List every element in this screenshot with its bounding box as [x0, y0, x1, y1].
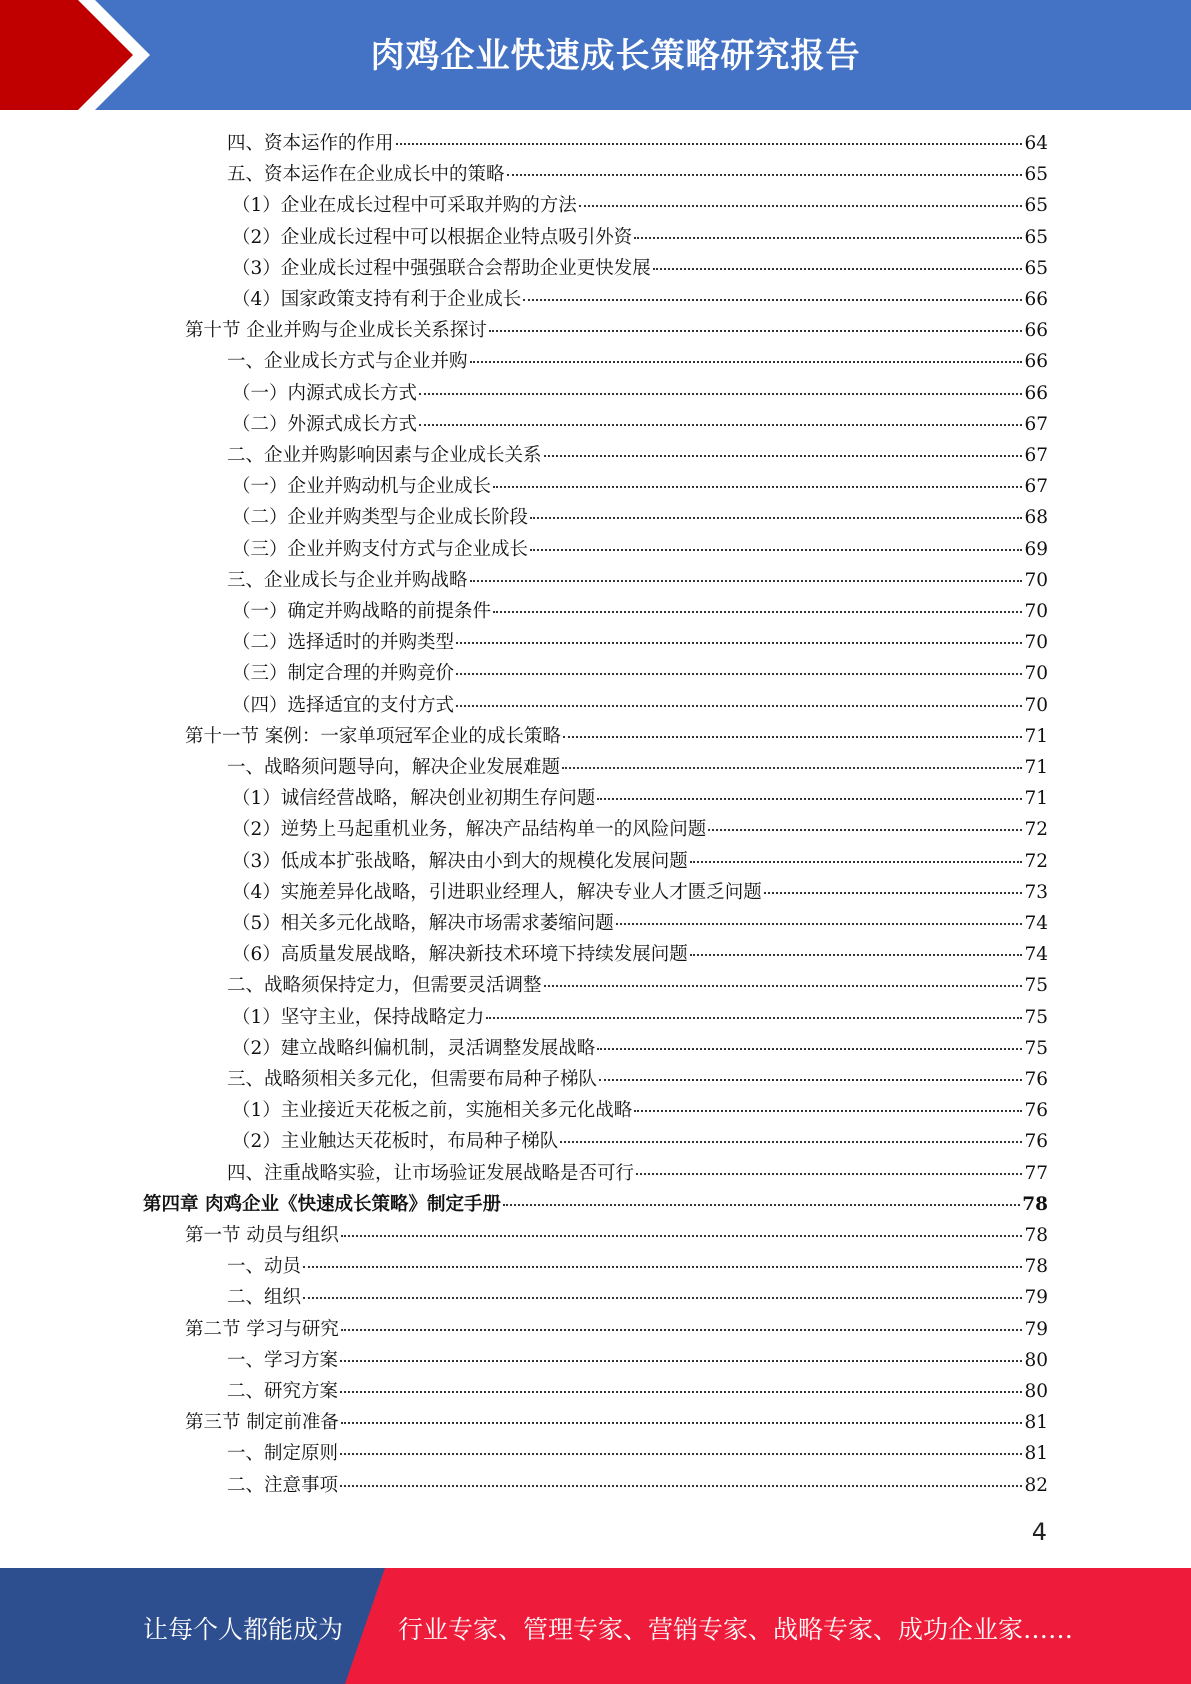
toc-entry-label: （一）企业并购动机与企业成长: [232, 476, 492, 498]
toc-dot-leader: [340, 1360, 1022, 1362]
toc-entry-label: 五、资本运作在企业成长中的策略: [227, 164, 505, 186]
toc-entry[interactable]: [185, 1220, 1048, 1251]
toc-entry[interactable]: [227, 128, 1048, 159]
toc-entry[interactable]: [232, 939, 1048, 970]
toc-dot-leader: [563, 736, 1023, 738]
toc-entry-page: 75: [1024, 1037, 1048, 1059]
toc-entry[interactable]: [227, 1470, 1048, 1501]
toc-entry[interactable]: [232, 534, 1048, 565]
toc-entry-page: 65: [1024, 195, 1048, 217]
toc-entry[interactable]: [227, 1438, 1048, 1469]
toc-entry-page: 70: [1024, 694, 1048, 716]
toc-entry[interactable]: [232, 690, 1048, 721]
toc-dot-leader: [764, 892, 1023, 894]
toc-entry[interactable]: [232, 409, 1048, 440]
toc-entry-page: 67: [1024, 476, 1048, 498]
toc-entry-label: 第四章 肉鸡企业《快速成长策略》制定手册: [143, 1193, 501, 1215]
toc-dot-leader: [523, 299, 1022, 301]
toc-dot-leader: [340, 1485, 1022, 1487]
toc-entry-page: 66: [1024, 320, 1048, 342]
toc-entry[interactable]: [185, 721, 1048, 752]
toc-dot-leader: [456, 673, 1022, 675]
toc-dot-leader: [419, 393, 1022, 395]
toc-entry[interactable]: [232, 908, 1048, 939]
toc-entry-page: 64: [1024, 133, 1048, 154]
toc-entry-label: 四、注重战略实验，让市场验证发展战略是否可行: [227, 1162, 635, 1184]
toc-entry[interactable]: [232, 284, 1048, 315]
toc-entry[interactable]: [232, 658, 1048, 689]
toc-entry-label: 二、组织: [227, 1287, 302, 1309]
toc-entry-page: 67: [1024, 445, 1048, 466]
toc-entry-label: （5）相关多元化战略，解决市场需求萎缩问题: [232, 913, 614, 934]
toc-entry[interactable]: [232, 846, 1048, 877]
toc-entry-label: 一、战略须问题导向，解决企业发展难题: [227, 757, 561, 778]
toc-dot-leader: [690, 861, 1023, 863]
toc-entry-page: 72: [1024, 850, 1048, 872]
toc-dot-leader: [419, 424, 1022, 426]
toc-entry[interactable]: [232, 378, 1048, 409]
toc-entry-label: 二、战略须保持定力，但需要灵活调整: [227, 975, 542, 997]
toc-dot-leader: [303, 1266, 1022, 1268]
toc-entry-label: （4）国家政策支持有利于企业成长: [232, 289, 522, 310]
toc-entry-page: 70: [1024, 632, 1048, 654]
toc-entry-page: 78: [1024, 1256, 1048, 1278]
toc-entry[interactable]: [227, 346, 1048, 377]
toc-entry-page: 76: [1024, 1131, 1048, 1153]
toc-entry-label: 二、研究方案: [227, 1381, 339, 1402]
toc-dot-leader: [544, 985, 1023, 987]
toc-entry-label: （3）低成本扩张战略，解决由小到大的规模化发展问题: [232, 850, 688, 872]
toc-dot-leader: [456, 642, 1022, 644]
footer-slogan-left: 让每个人都能成为: [143, 1615, 344, 1644]
toc-entry[interactable]: [227, 1282, 1048, 1313]
toc-entry[interactable]: [232, 1002, 1048, 1033]
toc-entry-page: 76: [1024, 1069, 1048, 1090]
toc-entry-page: 79: [1024, 1287, 1048, 1309]
footer-slogan-right: 行业专家、管理专家、营销专家、战略专家、成功企业家……: [398, 1615, 1074, 1644]
toc-entry-label: 二、注意事项: [227, 1474, 339, 1496]
toc-entry-page: 80: [1024, 1349, 1048, 1371]
toc-dot-leader: [560, 1141, 1022, 1143]
toc-entry[interactable]: [232, 502, 1048, 533]
toc-entry-label: （6）高质量发展战略，解决新技术环境下持续发展问题: [232, 944, 688, 966]
toc-dot-leader: [493, 611, 1022, 613]
toc-entry[interactable]: [232, 1095, 1048, 1126]
toc-entry-page: 75: [1024, 975, 1048, 997]
toc-entry[interactable]: [232, 1126, 1048, 1157]
toc-entry-label: （2）建立战略纠偏机制，灵活调整发展战略: [232, 1037, 596, 1059]
toc-dot-leader: [634, 1110, 1022, 1112]
toc-entry-label: （一）确定并购战略的前提条件: [232, 601, 492, 622]
toc-entry-label: （二）企业并购类型与企业成长阶段: [232, 507, 529, 529]
toc-entry-page: 66: [1024, 289, 1048, 310]
toc-entry-page: 66: [1024, 351, 1048, 373]
toc-entry-label: （三）制定合理的并购竞价: [232, 663, 455, 685]
toc-entry[interactable]: [143, 1189, 1048, 1220]
toc-entry-page: 70: [1024, 569, 1048, 591]
toc-dot-leader: [456, 705, 1022, 707]
page-number: 4: [1031, 1518, 1047, 1546]
toc-entry[interactable]: [227, 565, 1048, 596]
toc-entry-label: 二、企业并购影响因素与企业成长关系: [227, 445, 542, 466]
toc-dot-leader: [503, 1204, 1020, 1206]
toc-entry-label: （二）外源式成长方式: [232, 413, 418, 435]
toc-dot-leader: [690, 954, 1023, 956]
toc-dot-leader: [579, 205, 1023, 207]
toc-dot-leader: [708, 829, 1022, 831]
toc-entry-label: 三、战略须相关多元化，但需要布局种子梯队: [227, 1069, 598, 1090]
toc-entry-page: 65: [1024, 226, 1048, 248]
toc-entry[interactable]: [227, 1064, 1048, 1095]
toc-dot-leader: [616, 923, 1023, 925]
toc-dot-leader: [530, 549, 1022, 551]
toc-entry-page: 78: [1024, 1225, 1048, 1246]
toc-dot-leader: [636, 1173, 1022, 1175]
toc-dot-leader: [470, 580, 1023, 582]
toc-entry[interactable]: [232, 222, 1048, 253]
toc-dot-leader: [493, 486, 1022, 488]
toc-entry-label: （1）坚守主业，保持战略定力: [232, 1006, 485, 1028]
toc-entry[interactable]: [185, 315, 1048, 346]
toc-entry-label: （三）企业并购支付方式与企业成长: [232, 538, 529, 560]
toc-entry-label: 第三节 制定前准备: [185, 1412, 339, 1434]
toc-dot-leader: [340, 1391, 1022, 1393]
toc-entry[interactable]: [227, 159, 1048, 190]
toc-entry-label: （4）实施差异化战略，引进职业经理人，解决专业人才匮乏问题: [232, 881, 762, 903]
toc-entry[interactable]: [227, 1376, 1048, 1407]
toc-entry-label: 第二节 学习与研究: [185, 1318, 339, 1340]
toc-entry[interactable]: [232, 783, 1048, 814]
toc-entry-page: 71: [1024, 788, 1048, 810]
toc-entry-page: 66: [1024, 382, 1048, 404]
toc-dot-leader: [599, 1079, 1022, 1081]
toc-dot-leader: [653, 268, 1023, 270]
toc-entry-page: 77: [1024, 1162, 1048, 1184]
toc-entry-label: 第十节 企业并购与企业成长关系探讨: [185, 320, 487, 342]
toc-entry-label: （一）内源式成长方式: [232, 382, 418, 404]
toc-entry-page: 75: [1024, 1006, 1048, 1028]
toc-dot-leader: [530, 517, 1022, 519]
toc-entry[interactable]: [227, 1251, 1048, 1282]
toc-entry-page: 71: [1024, 757, 1048, 778]
toc-entry-page: 74: [1024, 944, 1048, 966]
toc-entry[interactable]: [232, 1033, 1048, 1064]
toc-entry[interactable]: [185, 1407, 1048, 1438]
toc-entry-page: 65: [1024, 257, 1048, 279]
toc-entry-label: （1）企业在成长过程中可采取并购的方法: [232, 195, 577, 217]
toc-entry-label: （2）主业触达天花板时，布局种子梯队: [232, 1131, 559, 1153]
toc-entry[interactable]: [232, 190, 1048, 221]
toc-entry[interactable]: [232, 627, 1048, 658]
toc-entry[interactable]: [232, 253, 1048, 284]
toc-entry-label: （1）诚信经营战略，解决创业初期生存问题: [232, 788, 596, 810]
toc-entry-page: 67: [1024, 413, 1048, 435]
toc-dot-leader: [470, 361, 1023, 363]
toc-entry[interactable]: [232, 596, 1048, 627]
toc-dot-leader: [341, 1329, 1023, 1331]
toc-dot-leader: [507, 174, 1023, 176]
toc-entry[interactable]: [227, 970, 1048, 1001]
toc-entry-label: 第十一节 案例：一家单项冠军企业的成长策略: [185, 725, 561, 747]
toc-entry-page: 65: [1024, 164, 1048, 186]
toc-dot-leader: [489, 330, 1023, 332]
toc-entry-page: 74: [1024, 913, 1048, 934]
toc-dot-leader: [303, 1297, 1022, 1299]
toc-entry-page: 78: [1022, 1193, 1048, 1215]
toc-entry[interactable]: [232, 471, 1048, 502]
toc-entry-page: 76: [1024, 1100, 1048, 1122]
toc-entry-label: 一、动员: [227, 1256, 302, 1278]
toc-dot-leader: [340, 1453, 1022, 1455]
toc-dot-leader: [597, 798, 1022, 800]
toc-entry[interactable]: [185, 1314, 1048, 1345]
toc-dot-leader: [597, 1048, 1022, 1050]
toc-entry-label: 三、企业成长与企业并购战略: [227, 569, 468, 591]
toc-entry-label: （2）逆势上马起重机业务，解决产品结构单一的风险问题: [232, 819, 707, 841]
toc-dot-leader: [544, 455, 1023, 457]
toc-entry-page: 81: [1024, 1412, 1048, 1434]
toc-entry-label: 一、制定原则: [227, 1443, 339, 1465]
toc-dot-leader: [486, 1017, 1022, 1019]
toc-entry[interactable]: [232, 877, 1048, 908]
toc-dot-leader: [341, 1422, 1023, 1424]
page-header: [0, 0, 1191, 110]
toc-entry-page: 69: [1024, 538, 1048, 560]
toc-entry-page: 79: [1024, 1318, 1048, 1340]
toc-entry[interactable]: [227, 1345, 1048, 1376]
toc-entry-label: （1）主业接近天花板之前，实施相关多元化战略: [232, 1100, 633, 1122]
toc-dot-leader: [634, 237, 1022, 239]
toc-entry-label: （3）企业成长过程中强强联合会帮助企业更快发展: [232, 257, 651, 279]
toc-entry-label: （2）企业成长过程中可以根据企业特点吸引外资: [232, 226, 633, 248]
page-footer: [0, 1568, 1191, 1684]
toc-dot-leader: [562, 767, 1022, 769]
toc-entry-page: 72: [1024, 819, 1048, 841]
toc-dot-leader: [396, 143, 1023, 145]
toc-entry[interactable]: [227, 1158, 1048, 1189]
toc-dot-leader: [341, 1235, 1023, 1237]
toc-entry-page: 70: [1024, 601, 1048, 622]
toc-entry[interactable]: [232, 814, 1048, 845]
toc-entry[interactable]: [227, 752, 1048, 783]
toc-entry-page: 71: [1024, 725, 1048, 747]
toc-entry-page: 81: [1024, 1443, 1048, 1465]
toc-entry-page: 82: [1024, 1474, 1048, 1496]
toc-entry-page: 70: [1024, 663, 1048, 685]
toc-entry-label: （四）选择适宜的支付方式: [232, 694, 455, 716]
toc-entry-page: 68: [1024, 507, 1048, 529]
toc-entry-label: 四、资本运作的作用: [227, 133, 394, 154]
toc-entry-label: （二）选择适时的并购类型: [232, 632, 455, 654]
toc-entry-label: 第一节 动员与组织: [185, 1225, 339, 1246]
toc-entry-label: 一、学习方案: [227, 1349, 339, 1371]
report-title: 肉鸡企业快速成长策略研究报告: [370, 36, 861, 76]
toc-entry[interactable]: [227, 440, 1048, 471]
toc-entry-page: 80: [1024, 1381, 1048, 1402]
toc-entry-label: 一、企业成长方式与企业并购: [227, 351, 468, 373]
toc-entry-page: 73: [1024, 881, 1048, 903]
